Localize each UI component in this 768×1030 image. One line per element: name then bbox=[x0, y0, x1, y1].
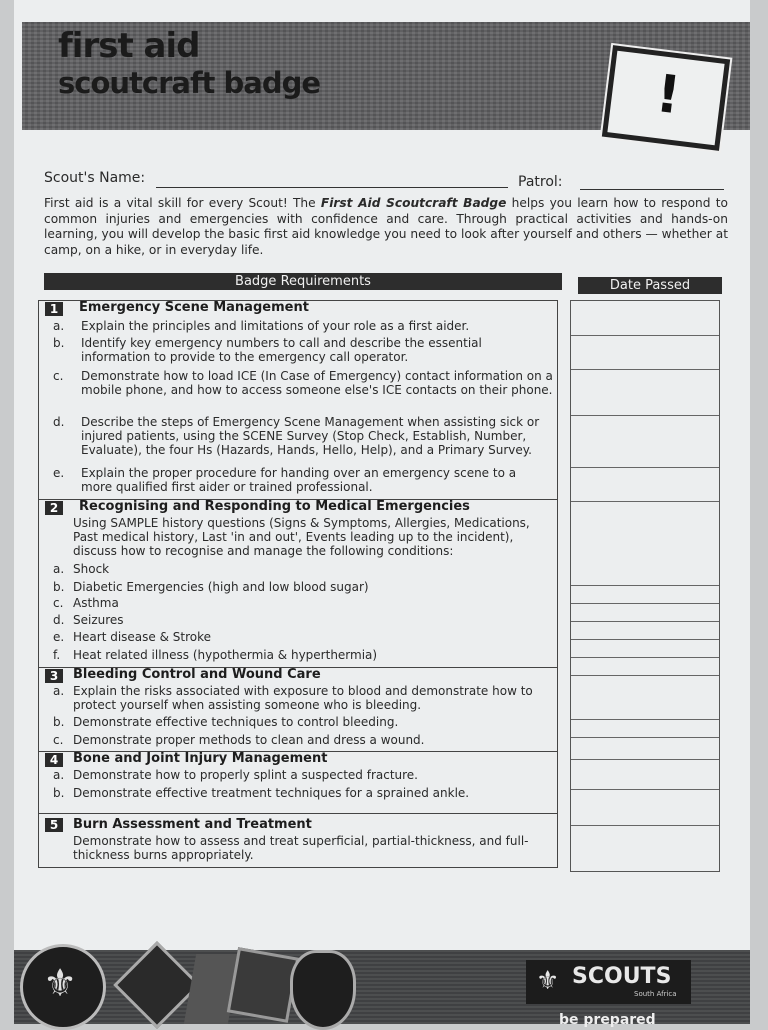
date-cell[interactable] bbox=[571, 467, 719, 502]
scouts-logo bbox=[526, 960, 691, 1004]
item-letter: e. bbox=[53, 630, 65, 644]
intro-text-1: First aid is a vital skill for every Scout! The bbox=[44, 196, 321, 210]
item-letter: b. bbox=[53, 715, 65, 729]
item-letter: d. bbox=[53, 613, 65, 627]
item-text: Demonstrate how to properly splint a suspected fracture. bbox=[73, 768, 418, 782]
item-letter: c. bbox=[53, 733, 64, 747]
item-text: Demonstrate effective techniques to control bleeding. bbox=[73, 715, 399, 729]
date-cell[interactable] bbox=[571, 759, 719, 790]
footer-banner bbox=[14, 950, 750, 1028]
section-intro: Using SAMPLE history questions (Signs & Symptoms, Allergies, Medications, Past medical history, Last 'in and out', Events leading up to the incident), discuss how to recognise and manage the following conditions: bbox=[73, 516, 530, 558]
date-cell[interactable] bbox=[571, 789, 719, 826]
item-text: Heart disease & Stroke bbox=[73, 630, 212, 644]
date-cell[interactable] bbox=[571, 657, 719, 676]
item-text: Seizures bbox=[73, 613, 124, 627]
section-number: 2 bbox=[45, 501, 63, 515]
section-intro: Demonstrate how to assess and treat superficial, partial-thickness, and full-thickness burns appropriately. bbox=[73, 834, 529, 862]
date-cell[interactable] bbox=[571, 639, 719, 658]
date-cell[interactable] bbox=[571, 585, 719, 604]
scout-name-line[interactable] bbox=[156, 186, 508, 188]
item-letter: e. bbox=[53, 466, 65, 480]
item-letter: a. bbox=[53, 684, 65, 698]
intro-paragraph bbox=[44, 196, 728, 258]
campfire-badge-icon bbox=[227, 947, 300, 1023]
item-text: Describe the steps of Emergency Scene Management when assisting sick or injured patients, using the SCENE Survey (Stop Check, Establish, Number, Evaluate), the four Hs (Hazards, Hands, Hello, Help), and a Primary Survey. bbox=[81, 415, 540, 457]
item-letter: a. bbox=[53, 768, 65, 782]
item-letter: d. bbox=[53, 415, 65, 429]
requirements-header: Badge Requirements bbox=[44, 273, 562, 290]
item-text: Identify key emergency numbers to call and describe the essential information to provide to the emergency call operator. bbox=[81, 336, 482, 364]
date-cell[interactable] bbox=[571, 603, 719, 622]
fleur-de-lis-badge-icon bbox=[20, 944, 106, 1030]
date-cell[interactable] bbox=[571, 301, 719, 335]
section-1 bbox=[39, 301, 557, 499]
patrol-line[interactable] bbox=[580, 188, 724, 190]
section-number: 3 bbox=[45, 669, 63, 683]
date-cell[interactable] bbox=[571, 335, 719, 370]
section-title: Burn Assessment and Treatment bbox=[73, 817, 312, 832]
section-title: Bleeding Control and Wound Care bbox=[73, 667, 321, 682]
title-line-1: first aid bbox=[58, 26, 200, 66]
date-cell[interactable] bbox=[571, 621, 719, 640]
date-cell[interactable] bbox=[571, 825, 719, 872]
item-text: Explain the principles and limitations of your role as a first aider. bbox=[81, 319, 470, 333]
intro-text-2: helps you learn how to respond to common injuries and emergencies with confidence and care. Through practical activities and hands-on learning, you will develop the basic first aid knowledge you need to look after yourself and others — whether at camp, on a hike, or in everyday life. bbox=[44, 196, 728, 257]
scouts-fleur-icon: ⚜ bbox=[536, 966, 560, 996]
item-text: Asthma bbox=[73, 596, 119, 610]
item-letter: c. bbox=[53, 369, 64, 383]
item-text: Diabetic Emergencies (high and low blood sugar) bbox=[73, 580, 369, 594]
section-5 bbox=[39, 813, 557, 868]
scouts-logo-sub: South Africa bbox=[634, 990, 677, 998]
section-4 bbox=[39, 751, 557, 814]
document-page bbox=[14, 0, 750, 1028]
item-letter: a. bbox=[53, 562, 65, 576]
date-cell[interactable] bbox=[571, 719, 719, 738]
intro-badge-name: First Aid Scoutcraft Badge bbox=[320, 196, 507, 210]
item-text: Heat related illness (hypothermia & hyperthermia) bbox=[73, 648, 378, 662]
item-text: Demonstrate effective treatment techniques for a sprained ankle. bbox=[73, 786, 470, 800]
scout-name-label: Scout's Name: bbox=[44, 170, 146, 186]
item-letter: a. bbox=[53, 319, 65, 333]
antelope-badge-icon bbox=[290, 950, 356, 1030]
section-number: 1 bbox=[45, 302, 63, 316]
scouts-logo-word: SCOUTS bbox=[572, 964, 672, 989]
alert-sign-icon bbox=[602, 45, 730, 151]
section-number: 4 bbox=[45, 753, 63, 767]
item-letter: f. bbox=[53, 648, 61, 662]
date-cell[interactable] bbox=[571, 415, 719, 468]
item-text: Demonstrate how to load ICE (In Case of Emergency) contact information on a mobile phone, and how to access someone else's ICE contacts on their phone. bbox=[81, 369, 553, 397]
patrol-label: Patrol: bbox=[518, 174, 563, 190]
item-text: Explain the proper procedure for handing over an emergency scene to a more qualified first aider or trained professional. bbox=[81, 466, 517, 494]
header-banner bbox=[22, 22, 750, 130]
section-3 bbox=[39, 667, 557, 752]
item-text: Explain the risks associated with exposure to blood and demonstrate how to protect yourself when assisting someone who is bleeding. bbox=[73, 684, 533, 712]
date-passed-header: Date Passed bbox=[578, 277, 722, 294]
tagline: be prepared bbox=[559, 1012, 656, 1028]
date-cell[interactable] bbox=[571, 737, 719, 760]
date-passed-column bbox=[570, 300, 720, 872]
section-2 bbox=[39, 499, 557, 668]
title-line-2: scoutcraft badge bbox=[58, 66, 321, 100]
section-number: 5 bbox=[45, 818, 63, 832]
section-title: Recognising and Responding to Medical Emergencies bbox=[79, 499, 470, 514]
requirements-table bbox=[38, 300, 558, 868]
item-text: Shock bbox=[73, 562, 110, 576]
item-text: Demonstrate proper methods to clean and dress a wound. bbox=[73, 733, 425, 747]
item-letter: b. bbox=[53, 580, 65, 594]
date-cell[interactable] bbox=[571, 369, 719, 416]
fleur-de-lis-icon: ⚜ bbox=[43, 961, 78, 1005]
item-letter: b. bbox=[53, 336, 65, 350]
section-title: Bone and Joint Injury Management bbox=[73, 751, 328, 766]
section-title: Emergency Scene Management bbox=[79, 300, 309, 315]
item-letter: c. bbox=[53, 596, 64, 610]
date-cell[interactable] bbox=[571, 501, 719, 586]
date-cell[interactable] bbox=[571, 675, 719, 720]
item-letter: b. bbox=[53, 786, 65, 800]
alert-glyph: ! bbox=[652, 64, 684, 127]
